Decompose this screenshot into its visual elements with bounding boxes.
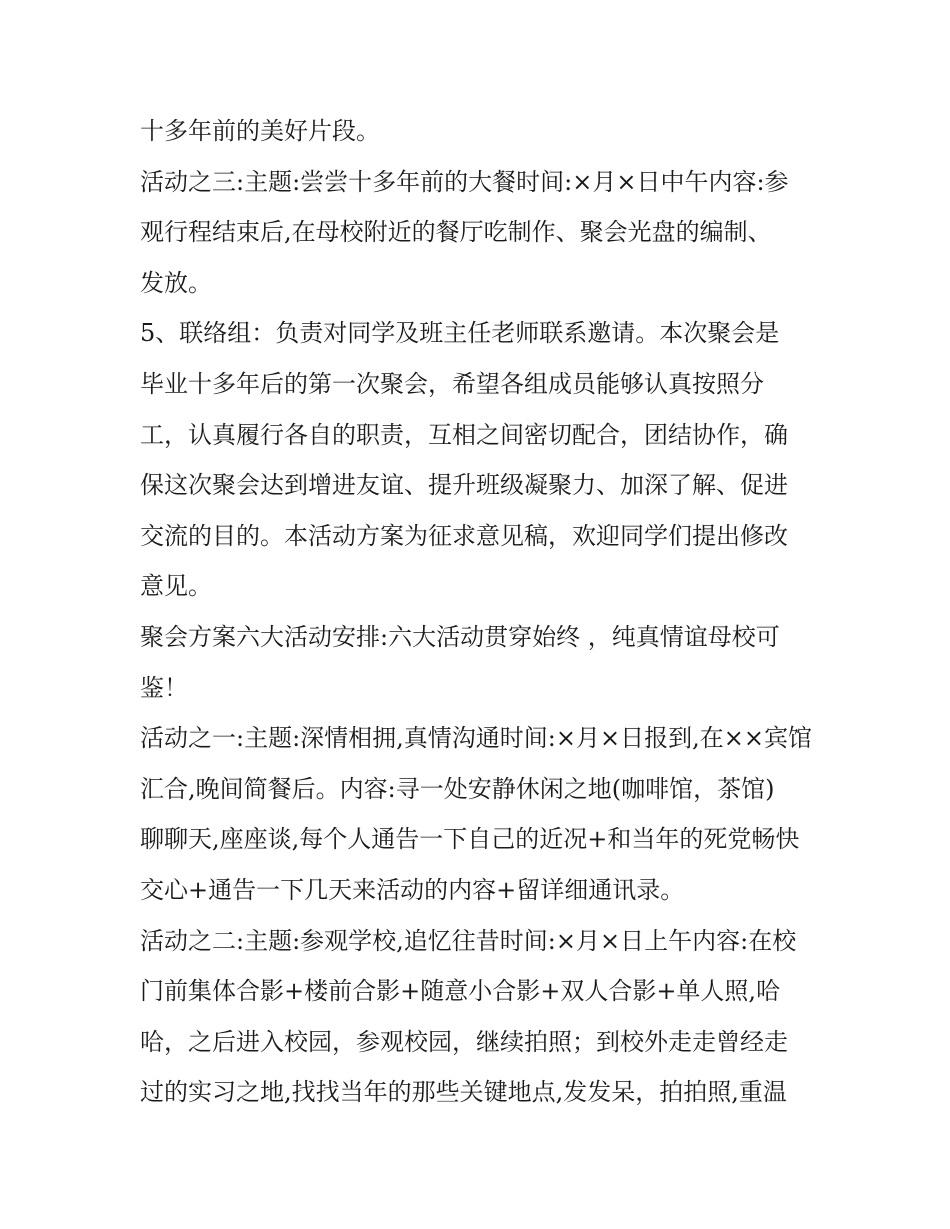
text-line: 鉴！	[140, 673, 188, 702]
document-body	[140, 106, 830, 1118]
text-line: 门前集体合影+楼前合影+随意小合影+双人合影+单人照,哈	[140, 977, 781, 1006]
text-line: 活动之一:主题:深情相拥,真情沟通时间:×月×日报到,在××宾馆	[140, 724, 812, 753]
text-line: 意见。	[140, 572, 212, 601]
text-line: 十多年前的美好片段。	[140, 117, 380, 145]
text-line: 毕业十多年后的第一次聚会，希望各组成员能够认真按照分	[140, 369, 764, 398]
text-line: 聚会方案六大活动安排:六大活动贯穿始终 ，纯真情谊母校可	[140, 622, 780, 651]
text-line: 过的实习之地,找找当年的那些关键地点,发发呆，拍拍照,重温	[140, 1078, 787, 1107]
text-line: 聊聊天,座座谈,每个人通告一下自己的近况+和当年的死党畅快	[140, 825, 800, 854]
text-line: 活动之三:主题:尝尝十多年前的大餐时间:×月×日中午内容:参	[140, 167, 789, 196]
text-line: 哈，之后进入校园，参观校园，继续拍照；到校外走走曾经走	[140, 1027, 788, 1056]
text-line: 观行程结束后,在母校附近的餐厅吃制作、聚会光盘的编制、	[140, 218, 772, 247]
text-line: 活动之二:主题:参观学校,追忆往昔时间:×月×日上午内容:在校	[140, 926, 797, 955]
text-line: 汇合,晚间简餐后。内容:寻一处安静休闲之地(咖啡馆，茶馆)	[140, 774, 775, 803]
text-line: 发放。	[140, 268, 212, 297]
text-line: 工，认真履行各自的职责，互相之间密切配合，团结协作，确	[140, 420, 788, 449]
text-line: 交心+通告一下几天来活动的内容+留详细通讯录。	[140, 875, 685, 904]
text-line: 保这次聚会达到增进友谊、提升班级凝聚力、加深了解、促进	[140, 471, 788, 500]
text-line: 交流的目的。本活动方案为征求意见稿，欢迎同学们提出修改	[140, 521, 788, 550]
text-line: 5、联络组：负责对同学及班主任老师联系邀请。本次聚会是	[140, 319, 780, 348]
